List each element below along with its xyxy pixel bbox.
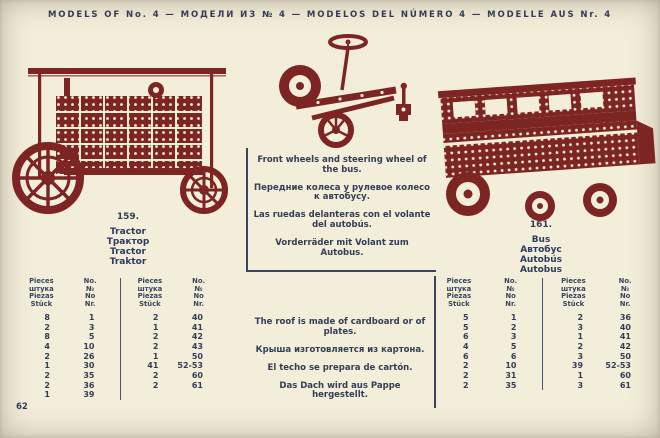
header-line: № bbox=[621, 284, 630, 293]
parts-table-row bbox=[433, 361, 537, 371]
steering-caption-line: Vorderräder mit Volant zum Autobus. bbox=[275, 238, 409, 258]
header-line: штука bbox=[446, 284, 472, 293]
header-line: Pieces bbox=[561, 277, 586, 285]
parts-table-row bbox=[433, 313, 537, 323]
header-line: Stück bbox=[562, 300, 585, 309]
part-quantity: 1 bbox=[577, 332, 584, 342]
part-quantity: 8 bbox=[44, 312, 50, 322]
parts-table-row bbox=[126, 313, 224, 323]
part-quantity: 2 bbox=[462, 361, 469, 371]
header-line: Nr. bbox=[619, 300, 631, 309]
parts-table-row bbox=[433, 371, 537, 381]
part-number: 42 bbox=[619, 341, 631, 351]
parts-table-row bbox=[17, 371, 115, 381]
part-quantity: 5 bbox=[462, 322, 469, 332]
parts-table-row bbox=[433, 381, 537, 391]
header-line: Piezas bbox=[446, 292, 472, 301]
part-quantity: 3 bbox=[577, 380, 584, 390]
header-line: Pieces bbox=[446, 277, 472, 285]
pieces-header bbox=[548, 278, 600, 309]
header-line: No. bbox=[618, 277, 632, 285]
parts-table-row bbox=[17, 332, 115, 342]
part-number: 36 bbox=[619, 312, 631, 322]
header-line: No. bbox=[504, 277, 518, 285]
part-quantity: 4 bbox=[44, 341, 50, 351]
header-line: Piezas bbox=[29, 292, 54, 301]
bus-name-line: Autobus bbox=[519, 265, 563, 275]
parts-table-row bbox=[433, 342, 537, 352]
roof-caption-line: Das Dach wird aus Pappe hergestellt. bbox=[279, 380, 401, 401]
part-number: 6 bbox=[510, 351, 517, 361]
header-line: Nr. bbox=[505, 300, 516, 309]
header-line: Stück bbox=[448, 300, 470, 309]
header-line: Pieces bbox=[137, 277, 163, 285]
parts-table-row bbox=[126, 342, 224, 352]
part-number: 50 bbox=[191, 351, 203, 361]
parts-table-row bbox=[548, 371, 652, 381]
tractor-parts-table bbox=[12, 278, 228, 400]
part-number: 10 bbox=[505, 361, 517, 371]
tractor-name-line: Трактор bbox=[106, 237, 150, 247]
part-number: 40 bbox=[191, 312, 203, 322]
parts-column-group bbox=[428, 278, 542, 390]
part-quantity: 2 bbox=[44, 351, 50, 361]
parts-table-header bbox=[17, 278, 115, 309]
header-line: № bbox=[86, 284, 95, 293]
part-number: 40 bbox=[619, 322, 631, 332]
header-line: Piezas bbox=[561, 292, 586, 301]
header-line: штука bbox=[28, 284, 54, 293]
header-line: штука bbox=[560, 284, 586, 293]
steering-note-box bbox=[246, 148, 436, 272]
part-number: 10 bbox=[83, 341, 95, 351]
parts-table-row bbox=[548, 313, 652, 323]
tractor-caption bbox=[62, 212, 194, 267]
no-header bbox=[599, 278, 651, 309]
part-number: 35 bbox=[83, 371, 95, 381]
header-line: штука bbox=[137, 284, 163, 293]
part-quantity: 1 bbox=[44, 390, 50, 400]
parts-table-row bbox=[548, 332, 652, 342]
part-number: 61 bbox=[191, 380, 203, 390]
parts-table-row bbox=[433, 323, 537, 333]
tractor-name-line: Traktor bbox=[109, 257, 147, 267]
tractor-name-line: Tractor bbox=[110, 247, 146, 257]
header-line: Nr. bbox=[193, 300, 204, 309]
header-line: Stück bbox=[139, 300, 161, 309]
parts-table-row bbox=[433, 332, 537, 342]
pieces-header bbox=[17, 278, 66, 309]
bus-figure-number: 161. bbox=[529, 220, 553, 230]
parts-table-header bbox=[126, 278, 224, 309]
part-number: 1 bbox=[88, 312, 95, 322]
part-quantity: 2 bbox=[152, 332, 159, 342]
part-quantity: 39 bbox=[571, 361, 584, 371]
bus-parts-table bbox=[428, 278, 656, 390]
parts-table-row bbox=[433, 352, 537, 362]
part-number: 36 bbox=[83, 380, 95, 390]
part-number: 39 bbox=[83, 390, 95, 400]
parts-table-row bbox=[548, 323, 652, 333]
part-number: 35 bbox=[505, 380, 517, 390]
part-number: 60 bbox=[619, 371, 631, 381]
parts-column-group bbox=[12, 278, 120, 400]
header-line: Nr. bbox=[84, 300, 96, 309]
parts-rows bbox=[126, 313, 224, 391]
page-number: 62 bbox=[16, 402, 28, 412]
no-header bbox=[66, 278, 115, 309]
part-number: 52-53 bbox=[605, 361, 631, 371]
header-line: Piezas bbox=[137, 292, 163, 301]
header-line: No bbox=[193, 292, 204, 301]
steering-caption-line: Front wheels and steering wheel of the bus. bbox=[257, 155, 427, 175]
part-quantity: 2 bbox=[152, 371, 159, 381]
parts-rows bbox=[548, 313, 652, 391]
pieces-header bbox=[126, 278, 175, 309]
tractor-name-line: Tractor bbox=[110, 227, 146, 237]
bus-name-line: Bus bbox=[531, 235, 551, 245]
part-number: 41 bbox=[191, 322, 203, 332]
bus-name-line: Autobús bbox=[519, 255, 563, 265]
parts-rows bbox=[17, 313, 115, 400]
part-quantity: 3 bbox=[577, 351, 584, 361]
parts-table-row bbox=[17, 313, 115, 323]
no-header bbox=[174, 278, 223, 309]
part-number: 60 bbox=[191, 371, 203, 381]
parts-table-row bbox=[548, 381, 652, 391]
header-line: Stück bbox=[30, 300, 53, 309]
part-number: 5 bbox=[510, 341, 517, 351]
bus-caption bbox=[478, 220, 604, 275]
parts-table-row bbox=[126, 332, 224, 342]
parts-table-row bbox=[17, 352, 115, 362]
parts-table-header bbox=[433, 278, 537, 309]
parts-table-row bbox=[548, 352, 652, 362]
part-quantity: 1 bbox=[152, 322, 159, 332]
roof-caption-line: Крыша изготовляется из картона. bbox=[255, 344, 425, 355]
part-number: 5 bbox=[88, 332, 95, 342]
part-number: 43 bbox=[191, 341, 203, 351]
part-number: 26 bbox=[83, 351, 95, 361]
part-quantity: 2 bbox=[152, 341, 159, 351]
no-header bbox=[485, 278, 537, 309]
roof-note-box bbox=[246, 276, 436, 408]
parts-table-row bbox=[126, 323, 224, 333]
header-line: Pieces bbox=[29, 277, 54, 285]
part-quantity: 3 bbox=[577, 322, 584, 332]
part-number: 3 bbox=[88, 322, 95, 332]
part-number: 42 bbox=[191, 332, 203, 342]
part-number: 31 bbox=[505, 371, 517, 381]
part-quantity: 2 bbox=[577, 312, 584, 322]
part-quantity: 2 bbox=[462, 380, 469, 390]
part-quantity: 1 bbox=[577, 371, 584, 381]
part-number: 1 bbox=[510, 312, 517, 322]
part-quantity: 2 bbox=[44, 380, 50, 390]
parts-table-row bbox=[126, 371, 224, 381]
part-number: 61 bbox=[619, 380, 631, 390]
steering-caption-line: Las ruedas delanteras con el volante del autobús. bbox=[253, 210, 431, 230]
parts-column-group bbox=[542, 278, 657, 390]
parts-table-header bbox=[548, 278, 652, 309]
header-line: No bbox=[505, 292, 516, 301]
tractor-names bbox=[62, 227, 194, 267]
part-quantity: 41 bbox=[147, 361, 159, 371]
part-quantity: 2 bbox=[462, 371, 469, 381]
header-line: No. bbox=[83, 277, 97, 285]
parts-table-row bbox=[17, 361, 115, 371]
header-line: № bbox=[506, 284, 515, 293]
parts-rows bbox=[433, 313, 537, 391]
part-number: 52-53 bbox=[177, 361, 203, 371]
part-quantity: 2 bbox=[152, 380, 159, 390]
steering-caption-line: Передние колеса у рулевое колесо к автобусу. bbox=[253, 182, 430, 203]
part-quantity: 2 bbox=[44, 322, 50, 332]
page-title: MODELS OF No. 4 — МОДЕЛИ ИЗ № 4 — MODELOS DEL NÚMERO 4 — MODELLE AUS Nr. 4 bbox=[47, 10, 613, 20]
parts-table-row bbox=[548, 342, 652, 352]
header-line: No. bbox=[192, 277, 206, 285]
steering-assembly-illustration bbox=[256, 30, 432, 150]
roof-caption-line: El techo se prepara de cartón. bbox=[267, 362, 413, 373]
roof-caption-line: The roof is made of cardboard or of plates. bbox=[254, 317, 426, 337]
part-quantity: 1 bbox=[44, 361, 50, 371]
part-number: 2 bbox=[510, 322, 517, 332]
header-line: No bbox=[84, 292, 96, 301]
part-quantity: 2 bbox=[44, 371, 50, 381]
part-number: 3 bbox=[510, 332, 517, 342]
parts-table-row bbox=[17, 381, 115, 391]
part-quantity: 6 bbox=[462, 332, 469, 342]
header-line: No bbox=[619, 292, 631, 301]
header-line: № bbox=[194, 284, 203, 293]
part-quantity: 4 bbox=[462, 341, 469, 351]
parts-table-row bbox=[126, 352, 224, 362]
part-quantity: 2 bbox=[152, 312, 159, 322]
parts-table-row bbox=[17, 323, 115, 333]
bus-name-line: Автобус bbox=[520, 245, 562, 255]
part-quantity: 2 bbox=[577, 341, 584, 351]
parts-table-row bbox=[126, 381, 224, 391]
part-quantity: 1 bbox=[152, 351, 159, 361]
parts-column-group bbox=[120, 278, 229, 400]
part-number: 50 bbox=[619, 351, 631, 361]
parts-table-row bbox=[126, 361, 224, 371]
part-quantity: 5 bbox=[462, 312, 469, 322]
parts-table-row bbox=[17, 342, 115, 352]
part-number: 41 bbox=[619, 332, 631, 342]
tractor-figure-number: 159. bbox=[116, 212, 140, 222]
bus-illustration bbox=[434, 66, 656, 224]
bus-names bbox=[478, 235, 604, 275]
part-quantity: 6 bbox=[462, 351, 469, 361]
tractor-illustration bbox=[6, 38, 234, 214]
parts-table-row bbox=[17, 390, 115, 400]
pieces-header bbox=[433, 278, 485, 309]
parts-table-row bbox=[548, 361, 652, 371]
part-number: 30 bbox=[83, 361, 95, 371]
part-quantity: 8 bbox=[44, 332, 50, 342]
